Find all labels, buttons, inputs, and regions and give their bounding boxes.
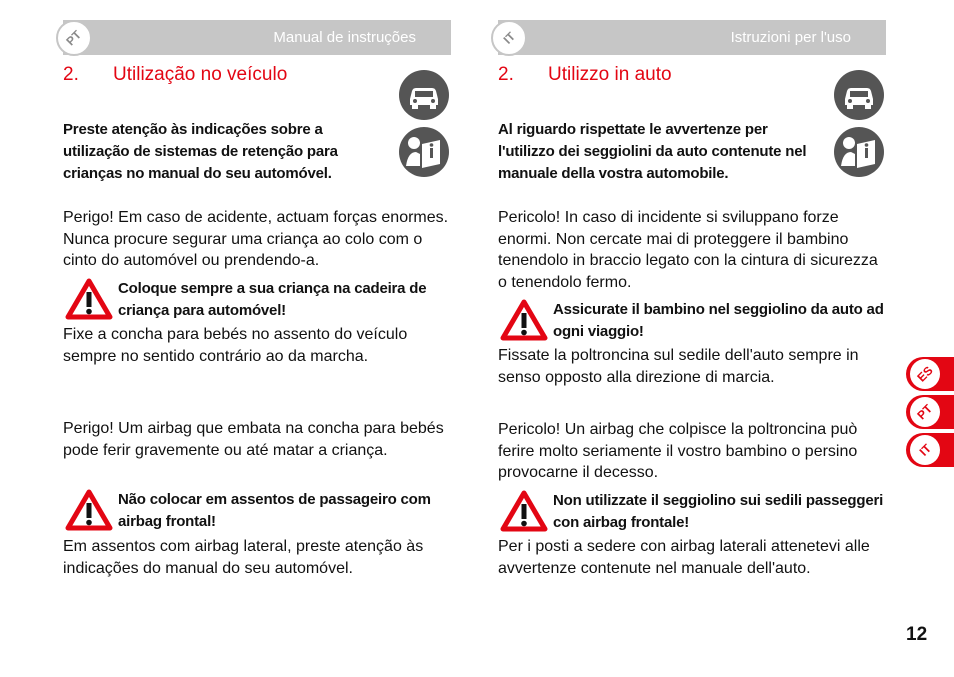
language-badge: PT xyxy=(56,20,92,56)
header-title: Istruzioni per l'uso xyxy=(730,29,851,46)
danger-label: Pericolo! xyxy=(498,209,561,226)
warning-text: Assicurate il bambino nel seggiolino da auto ad ogni viaggio! xyxy=(553,301,884,340)
section-title: Utilizzo in auto xyxy=(548,64,672,85)
language-tabs xyxy=(906,357,954,471)
warning-text: Não colocar em assentos de passageiro com airbag frontal! xyxy=(118,491,431,530)
column-it xyxy=(498,20,886,577)
page-header xyxy=(498,20,886,55)
paragraph: Em assentos com airbag lateral, preste atenção às indicações do manual do seu automóvel. xyxy=(63,538,424,577)
language-tab-it[interactable]: IT xyxy=(906,433,954,467)
warning-triangle-icon xyxy=(500,490,548,532)
warning-notice xyxy=(498,299,888,347)
warning-triangle-icon xyxy=(65,489,113,531)
warning-text: Non utilizzate il seggiolino sui sedili passeggeri con airbag frontale! xyxy=(553,492,884,531)
page-number: 12 xyxy=(906,624,928,645)
danger-paragraph: Perigo! Um airbag que embata na concha para bebés pode ferir gravemente ou até matar a criança. xyxy=(63,420,444,459)
intro-text: Al riguardo rispettate le avvertenze per l'utilizzo dei seggiolini da auto contenute nel manuale della vostra automobile. xyxy=(498,121,807,182)
section-heading xyxy=(63,64,287,86)
manual-reader-icon xyxy=(833,126,885,178)
language-tab-es[interactable]: ES xyxy=(906,357,954,391)
column-pt xyxy=(63,20,451,577)
section-heading xyxy=(498,64,672,86)
warning-notice xyxy=(498,490,888,538)
section-number: 2. xyxy=(63,64,79,85)
language-tab-pt[interactable]: PT xyxy=(906,395,954,429)
paragraph: Fixe a concha para bebés no assento do veículo sempre no sentido contrário ao da marcha. xyxy=(63,326,408,365)
section-title: Utilização no veículo xyxy=(113,64,288,85)
paragraph: Fissate la poltroncina sul sedile dell'auto sempre in senso opposto alla direzione di marcia. xyxy=(498,347,859,386)
danger-label: Pericolo! xyxy=(498,421,561,438)
language-badge: IT xyxy=(491,20,527,56)
intro-text: Preste atenção às indicações sobre a utilização de sistemas de retenção para crianças no manual do seu automóvel. xyxy=(63,121,338,182)
danger-paragraph: Pericolo! Un airbag che colpisce la poltroncina può ferire molto seriamente il vostro bambino o persino provocarne il decesso. xyxy=(498,421,858,481)
manual-reader-icon xyxy=(398,126,450,178)
page-header xyxy=(63,20,451,55)
car-icon xyxy=(833,69,885,121)
warning-text: Coloque sempre a sua criança na cadeira de criança para automóvel! xyxy=(118,280,427,319)
header-title: Manual de instruções xyxy=(273,29,416,46)
warning-notice xyxy=(63,278,453,326)
warning-notice xyxy=(63,489,453,537)
car-icon xyxy=(398,69,450,121)
danger-paragraph: Perigo! Em caso de acidente, actuam forças enormes. Nunca procure segurar uma criança ao colo com o cinto do automóvel ou prendendo-a. xyxy=(63,209,449,269)
danger-label: Perigo! xyxy=(63,209,114,226)
warning-triangle-icon xyxy=(500,299,548,341)
paragraph: Per i posti a sedere con airbag laterali attenetevi alle avvertenze contenute nel manuale dell'auto. xyxy=(498,538,870,577)
section-number: 2. xyxy=(498,64,514,85)
danger-paragraph: Pericolo! In caso di incidente si sviluppano forze enormi. Non cercate mai di proteggere il bambino tenendolo in braccio legato con la cintura di sicurezza o tenendolo fermo. xyxy=(498,209,878,291)
danger-label: Perigo! xyxy=(63,420,114,437)
warning-triangle-icon xyxy=(65,278,113,320)
